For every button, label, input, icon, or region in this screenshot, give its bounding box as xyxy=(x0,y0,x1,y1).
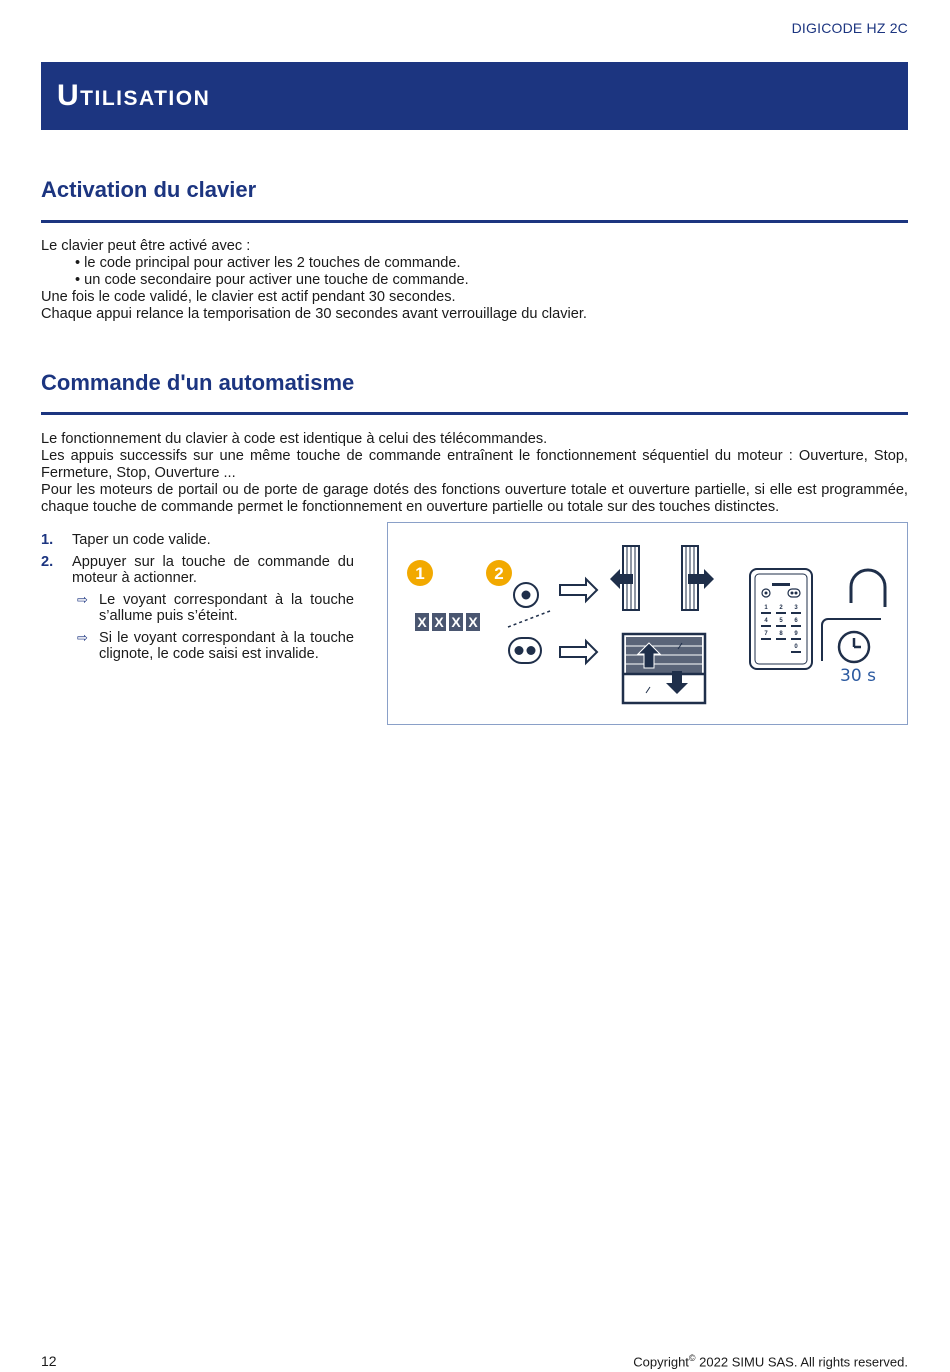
single-button-icon xyxy=(514,583,538,607)
svg-text:1: 1 xyxy=(415,564,425,583)
step-number: 2. xyxy=(41,554,54,570)
bullet-item: • un code secondaire pour activer une touche de commande. xyxy=(75,272,469,288)
svg-text:3: 3 xyxy=(794,605,798,611)
step-text: Appuyer sur la touche de commande du moteur à actionner. xyxy=(72,554,354,586)
svg-text:7: 7 xyxy=(764,631,768,637)
command-paragraph: Les appuis successifs sur une même touche de commande entraînent le fonctionnement séquentiel du moteur : Ouverture, Stop, Fermeture, Stop, Ouverture ... xyxy=(41,448,908,481)
svg-text:2: 2 xyxy=(779,605,783,611)
svg-text:1: 1 xyxy=(764,605,768,611)
section-title-command: Commande d'un automatisme xyxy=(41,370,355,395)
step-badge-2 xyxy=(486,560,512,586)
svg-text:4: 4 xyxy=(764,618,768,624)
step-item xyxy=(41,532,354,548)
arrow-right-icon: ⇨ xyxy=(77,592,88,607)
bullet-item: • le code principal pour activer les 2 touches de commande. xyxy=(75,255,461,271)
svg-text:X: X xyxy=(417,614,427,630)
svg-text:X: X xyxy=(434,614,444,630)
step-badge-1 xyxy=(407,560,433,586)
arrow-right-icon: ⇨ xyxy=(77,630,88,645)
code-entry-icon xyxy=(415,613,480,631)
svg-text:2: 2 xyxy=(494,564,504,583)
section-divider xyxy=(41,412,908,415)
page-number: 12 xyxy=(41,1353,57,1369)
command-text xyxy=(41,431,908,516)
svg-text:9: 9 xyxy=(794,631,798,637)
svg-text:30 s: 30 s xyxy=(840,666,876,686)
chapter-title: Utilisation xyxy=(57,79,211,112)
arrow-outline-icon xyxy=(560,641,597,663)
activation-line: Chaque appui relance la temporisation de 30 secondes avant verrouillage du clavier. xyxy=(41,306,587,322)
command-paragraph: Le fonctionnement du clavier à code est identique à celui des télécommandes. xyxy=(41,431,548,447)
document-code: DIGICODE HZ 2C xyxy=(791,20,908,36)
svg-text:X: X xyxy=(451,614,461,630)
gate-icon xyxy=(610,546,714,610)
substep-text: Le voyant correspondant à la touche s’allume puis s’éteint. xyxy=(99,592,354,624)
command-paragraph: Pour les moteurs de portail ou de porte de garage dotés des fonctions ouverture totale et ouverture partielle, si elle est programmée, chaque touche de commande permet le fonctionnement en ouverture partielle ou totale sur des touches distinctes. xyxy=(41,482,908,515)
svg-text:8: 8 xyxy=(779,631,783,637)
substep-text: Si le voyant correspondant à la touche clignote, le code saisi est invalide. xyxy=(99,630,354,662)
substep-item xyxy=(41,592,354,624)
substep-item xyxy=(41,630,354,662)
procedure-steps xyxy=(41,532,354,662)
activation-text xyxy=(41,238,908,323)
activation-intro: Le clavier peut être activé avec : xyxy=(41,238,251,254)
copyright-notice: Copyright© 2022 SIMU SAS. All rights reserved. xyxy=(633,1353,908,1370)
keypad-illustration xyxy=(387,522,908,725)
section-title-activation: Activation du clavier xyxy=(41,177,257,202)
step-item xyxy=(41,554,354,586)
activation-line: Une fois le code validé, le clavier est actif pendant 30 secondes. xyxy=(41,289,456,305)
svg-text:0: 0 xyxy=(794,644,798,650)
garage-door-icon xyxy=(623,634,705,703)
step-number: 1. xyxy=(41,532,54,548)
section-divider xyxy=(41,220,908,223)
svg-text:5: 5 xyxy=(779,618,783,624)
arrow-outline-icon xyxy=(560,579,597,601)
lock-timer-icon xyxy=(822,570,885,686)
svg-text:X: X xyxy=(468,614,478,630)
keypad-device-icon xyxy=(750,569,812,669)
double-button-icon xyxy=(509,638,541,663)
chapter-banner xyxy=(41,62,908,130)
step-text: Taper un code valide. xyxy=(72,532,211,548)
svg-text:6: 6 xyxy=(794,618,798,624)
